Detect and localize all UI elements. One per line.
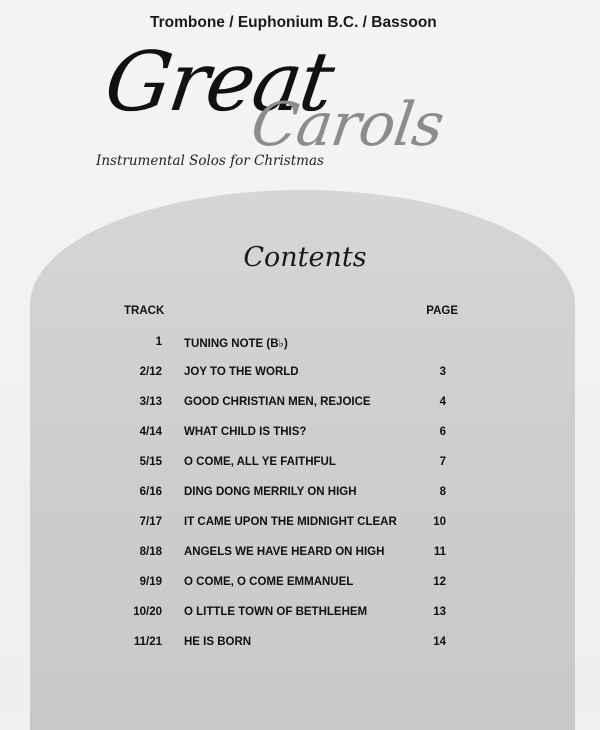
song-title: HE IS BORN <box>184 636 252 648</box>
contents-row <box>0 482 600 512</box>
page-number: 4 <box>439 396 446 408</box>
track-number: 5/15 <box>139 456 162 468</box>
contents-row <box>0 632 600 662</box>
track-number: 10/20 <box>133 606 162 618</box>
contents-row <box>0 452 600 482</box>
song-title: O LITTLE TOWN OF BETHLEHEM <box>184 606 368 618</box>
contents-row <box>0 392 600 422</box>
track-number: 11/21 <box>133 636 162 648</box>
page-number: 12 <box>433 576 446 588</box>
song-title: WHAT CHILD IS THIS? <box>184 426 307 438</box>
track-number: 9/19 <box>139 576 162 588</box>
track-number: 1 <box>155 336 162 348</box>
page-number: 11 <box>433 546 446 558</box>
page-number: 13 <box>433 606 446 618</box>
track-number: 8/18 <box>139 546 162 558</box>
song-title: IT CAME UPON THE MIDNIGHT CLEAR <box>184 516 397 528</box>
contents-row <box>0 512 600 542</box>
song-title: TUNING NOTE (B♭) <box>184 338 288 350</box>
contents-heading: Contents <box>243 242 367 273</box>
title-great: Great <box>99 35 338 130</box>
song-title: GOOD CHRISTIAN MEN, REJOICE <box>184 396 371 408</box>
contents-row <box>0 332 600 362</box>
song-title: DING DONG MERRILY ON HIGH <box>184 486 357 498</box>
track-number: 3/13 <box>139 396 162 408</box>
column-header-track: TRACK <box>124 305 165 317</box>
page-number: 3 <box>439 366 446 378</box>
page-number: 7 <box>439 456 446 468</box>
track-number: 4/14 <box>139 426 162 438</box>
page-number: 6 <box>439 426 446 438</box>
contents-row <box>0 602 600 632</box>
page-number: 10 <box>433 516 446 528</box>
column-header-page: PAGE <box>426 305 458 317</box>
subtitle: Instrumental Solos for Christmas <box>96 153 324 169</box>
page-number: 8 <box>439 486 446 498</box>
title-carols: Carols <box>247 90 448 160</box>
contents-row <box>0 542 600 572</box>
track-number: 6/16 <box>139 486 162 498</box>
song-title: O COME, ALL YE FAITHFUL <box>184 456 336 468</box>
contents-row <box>0 422 600 452</box>
page-number: 14 <box>433 636 446 648</box>
contents-list <box>0 332 600 662</box>
song-title: O COME, O COME EMMANUEL <box>184 576 354 588</box>
contents-row <box>0 572 600 602</box>
instruments-line: Trombone / Euphonium B.C. / Bassoon <box>150 14 437 31</box>
song-title: JOY TO THE WORLD <box>184 366 299 378</box>
track-number: 7/17 <box>139 516 162 528</box>
track-number: 2/12 <box>139 366 162 378</box>
contents-row <box>0 362 600 392</box>
song-title: ANGELS WE HAVE HEARD ON HIGH <box>184 546 385 558</box>
